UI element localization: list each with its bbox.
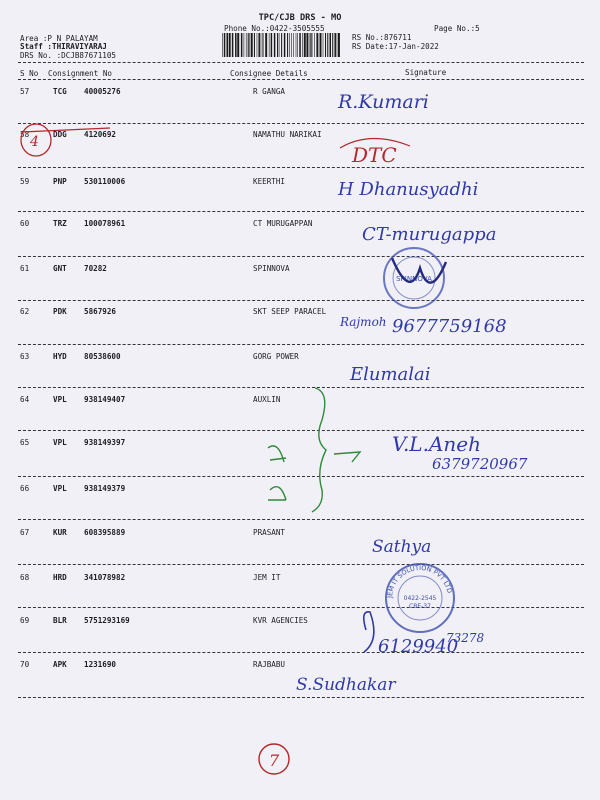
phone-r69: 6129940	[378, 636, 459, 657]
phone-r65: 6379720967	[432, 455, 528, 473]
signature-r57: R.Kumari	[338, 91, 429, 113]
page-number: Page No.:5	[434, 24, 480, 33]
signature-stroke	[364, 612, 374, 652]
extra-r69: 73278	[446, 631, 485, 645]
row-consignment-number: 40005276	[84, 87, 121, 96]
row-consignment-code: VPL	[53, 395, 67, 404]
col-signature: Signature	[405, 68, 447, 77]
svg-text:JEM IT SOLUTION PVT LTD	[386, 564, 454, 599]
row-consignee: SPINNOVA	[253, 264, 290, 273]
signature-r58: DTC	[352, 143, 397, 167]
signature-r67: Sathya	[372, 537, 432, 557]
row-consignee: GORG POWER	[253, 352, 299, 361]
signature-r59: H Dhanusyadhi	[338, 179, 479, 200]
row-consignment-number: 4120692	[84, 130, 117, 139]
row-sno: 63	[20, 352, 30, 361]
row-sno: 67	[20, 528, 30, 537]
red-mark-number: 4	[30, 134, 39, 150]
row-consignment-code: HYD	[53, 352, 67, 361]
col-consignee: Consignee Details	[230, 69, 308, 78]
signature-r63: Elumalai	[350, 364, 431, 385]
signature-r64-66: V.L.Aneh	[392, 432, 481, 456]
stamp-line2: 0422-2545	[403, 595, 437, 602]
row-consignment-code: APK	[53, 660, 67, 669]
row-sno: 60	[20, 219, 30, 228]
row-consignee: JEM IT	[253, 573, 281, 582]
row-consignment-number: 80538600	[84, 352, 121, 361]
document-title: TPC/CJB DRS - MO	[258, 13, 342, 23]
phone-r62: 9677759168	[392, 316, 507, 337]
col-consignment: Consignment No	[48, 69, 113, 78]
row-consignee: AUXLIN	[253, 395, 281, 404]
row-consignment-code: TCG	[53, 87, 67, 96]
row-consignee: R GANGA	[253, 87, 286, 96]
phone-number: Phone No.:0422-3505555	[224, 24, 325, 33]
row-sno: 62	[20, 307, 30, 316]
row-consignment-number: 100078961	[84, 219, 126, 228]
row-consignment-number: 1231690	[84, 660, 117, 669]
row-consignee: RAJBABU	[253, 660, 286, 669]
row-consignment-number: 530110006	[84, 177, 126, 186]
row-sno: 66	[20, 484, 30, 493]
row-sno: 68	[20, 573, 30, 582]
row-consignment-code: PNP	[53, 177, 67, 186]
row-sno: 69	[20, 616, 30, 625]
row-sno: 59	[20, 177, 30, 186]
row-sno: 57	[20, 87, 30, 96]
row-consignment-number: 70282	[84, 264, 107, 273]
stamp-jem-it	[386, 564, 454, 632]
row-consignment-number: 5751293169	[84, 616, 130, 625]
row-consignee: KVR AGENCIES	[253, 616, 308, 625]
footer-mark: 7	[269, 751, 280, 770]
row-consignment-code: TRZ	[53, 219, 67, 228]
row-consignment-code: PDK	[53, 307, 67, 316]
rs-date: RS Date:17-Jan-2022	[352, 42, 439, 51]
row-consignment-code: GNT	[53, 264, 67, 273]
row-sno: 58	[20, 130, 30, 139]
col-sno: S No	[20, 69, 39, 78]
drs-number: DRS No. :DCJB87671105	[20, 51, 117, 60]
signature-r70: S.Sudhakar	[296, 675, 396, 695]
row-consignment-code: BLR	[53, 616, 67, 625]
row-sno: 70	[20, 660, 30, 669]
row-consignment-number: 608395889	[84, 528, 126, 537]
row-consignment-number: 938149407	[84, 395, 126, 404]
row-consignee: CT MURUGAPPAN	[253, 219, 313, 228]
row-sno: 64	[20, 395, 30, 404]
row-consignment-number: 5867926	[84, 307, 117, 316]
staff-label: Staff :THIRAVIYARAJ	[20, 42, 107, 51]
row-consignment-code: KUR	[53, 528, 67, 537]
row-consignment-code: HRD	[53, 573, 67, 582]
stamp-spinnova	[384, 248, 446, 308]
green-bracket	[268, 388, 360, 512]
row-consignment-number: 938149397	[84, 438, 126, 447]
stamp-line3: CBE-37	[409, 603, 431, 610]
row-consignee: NAMATHU NARIKAI	[253, 130, 322, 139]
row-consignment-number: 938149379	[84, 484, 126, 493]
row-consignee: SKT SEEP PARACEL	[253, 307, 327, 316]
row-consignee: PRASANT	[253, 528, 286, 537]
row-sno: 61	[20, 264, 30, 273]
area-label: Area :P N PALAYAM	[20, 34, 98, 43]
row-consignment-code: VPL	[53, 484, 67, 493]
stamp-text: SPINNOVA	[396, 275, 432, 283]
rs-number: RS No.:876711	[352, 33, 412, 42]
row-consignee: KEERTHI	[253, 177, 286, 186]
signature-r60: CT-murugappa	[362, 224, 497, 245]
signature-r62: Rajmoh	[340, 315, 387, 329]
row-consignment-code: VPL	[53, 438, 67, 447]
row-consignment-number: 341078982	[84, 573, 126, 582]
row-sno: 65	[20, 438, 30, 447]
stamp-line1: JEM IT SOLUTION PVT LTD	[385, 563, 454, 599]
row-consignment-code: DDG	[53, 130, 67, 139]
